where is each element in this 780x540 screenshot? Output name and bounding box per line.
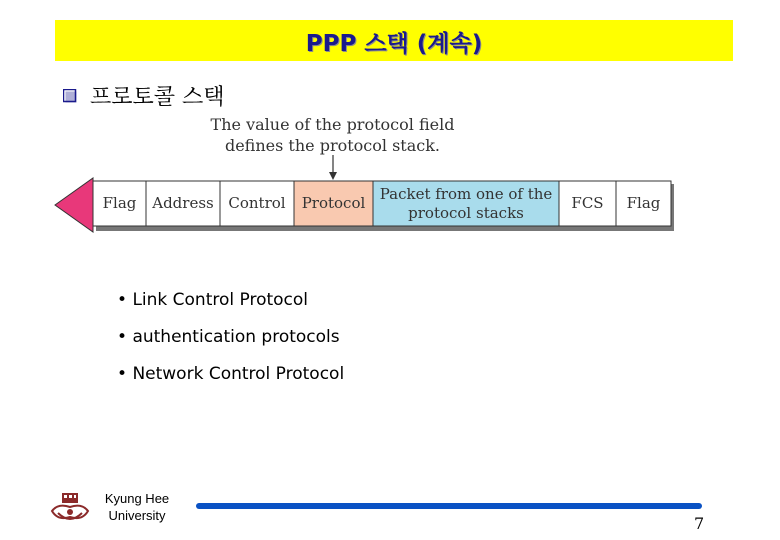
field-protocol: Protocol	[301, 194, 366, 212]
bullet-text: Link Control Protocol	[132, 290, 309, 310]
bullet-list	[117, 290, 344, 401]
section-heading: 프로토콜 스택	[90, 85, 225, 110]
bullet-text: authentication protocols	[132, 327, 340, 347]
field-packet	[373, 181, 559, 226]
caption-line-2: defines the protocol stack.	[224, 136, 441, 155]
field-control: Control	[228, 194, 286, 212]
list-item: • authentication protocols	[117, 327, 340, 347]
list-item: • Link Control Protocol	[117, 290, 309, 310]
slide-title: PPP 스택 (계속)	[305, 31, 483, 57]
field-flag-end: Flag	[626, 194, 661, 212]
caption-line-1: The value of the protocol field	[210, 115, 455, 134]
field-packet-line-1: Packet from one of the	[379, 184, 553, 203]
university-name	[92, 490, 182, 524]
field-flag-start: Flag	[102, 194, 137, 212]
university-line-2: University	[108, 508, 166, 523]
footer-divider	[196, 503, 702, 509]
university-logo	[48, 491, 92, 527]
page-number: 7	[694, 514, 705, 533]
field-fcs: FCS	[571, 194, 604, 212]
bullet-text: Network Control Protocol	[132, 364, 345, 384]
field-address: Address	[152, 194, 214, 212]
caption-pointer-arrowhead	[329, 172, 337, 180]
field-packet-line-2: protocol stacks	[408, 203, 524, 222]
university-line-1: Kyung Hee	[104, 491, 170, 506]
frame-direction-arrow	[55, 178, 93, 232]
list-item: • Network Control Protocol	[117, 364, 345, 384]
